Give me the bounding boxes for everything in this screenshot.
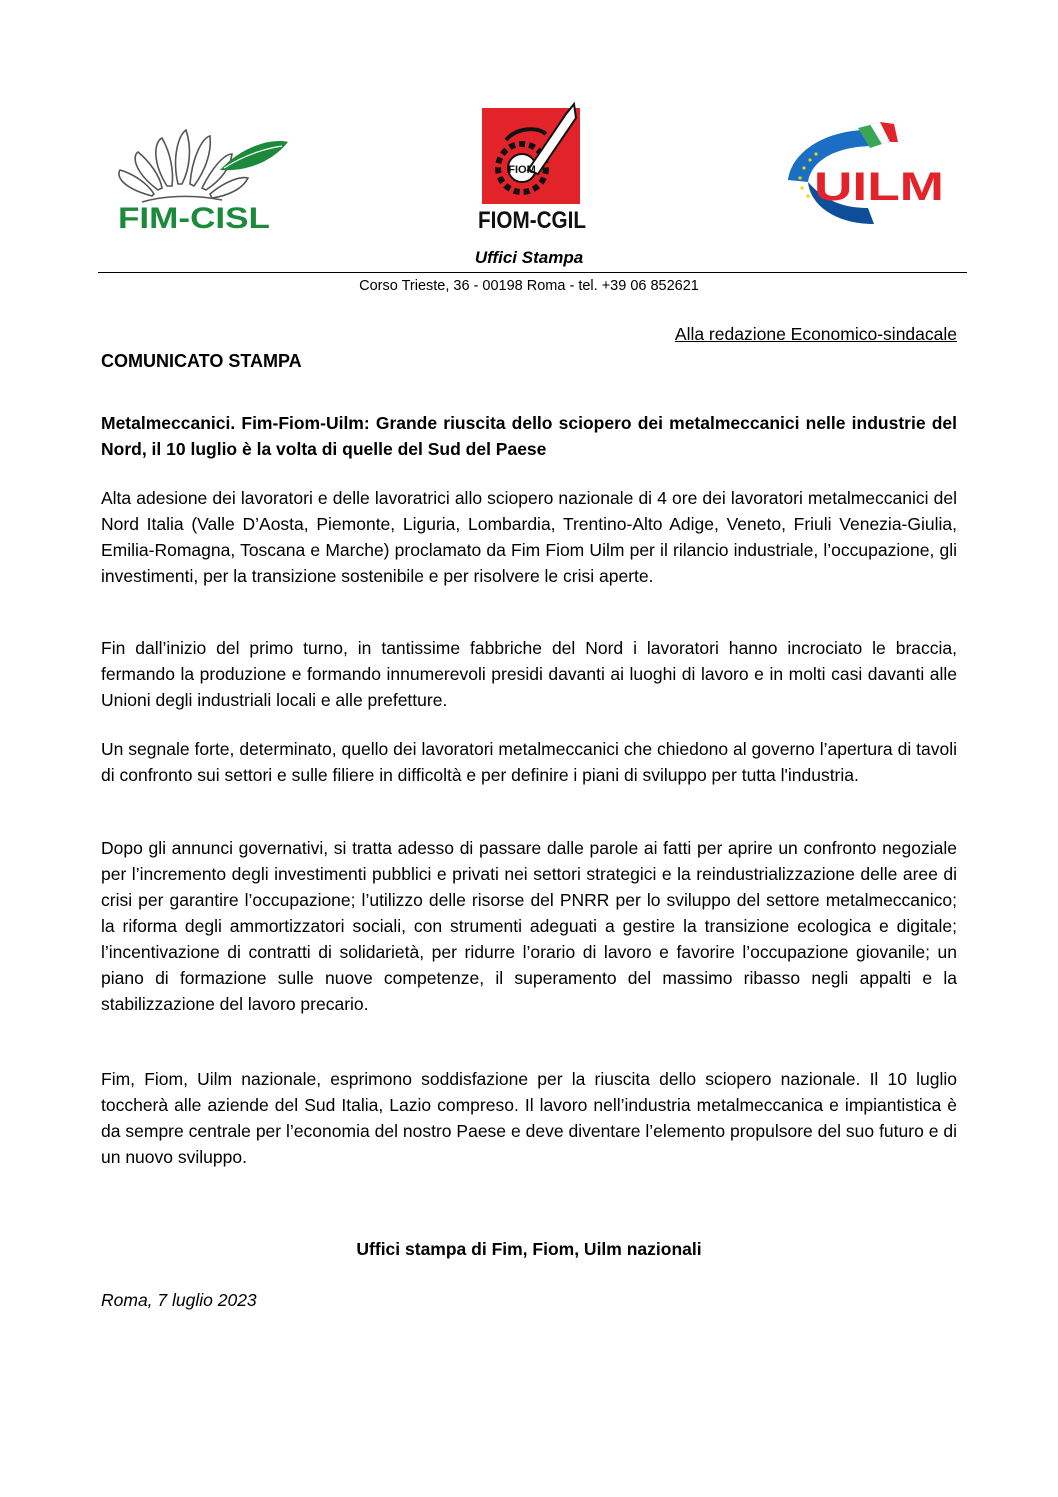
fiom-cgil-logo-text: FIOM-CGIL — [478, 207, 586, 234]
header-divider — [98, 272, 967, 273]
fim-cisl-logo — [112, 118, 290, 234]
recipient-line: Alla redazione Economico-sindacale — [674, 324, 957, 344]
fim-cisl-logo-text: FIM-CISL — [118, 202, 270, 235]
paragraph: Fin dall’inizio del primo turno, in tantissime fabbriche del Nord i lavoratori hanno incrociato le braccia, fermando la produzione e formando innumerevoli presidi davanti ai luoghi di lavoro e in molti casi davanti alle Unioni degli industriali locali e alle prefetture. — [101, 638, 957, 710]
uilm-logo-text: UILM — [814, 165, 944, 209]
paragraph: Alta adesione dei lavoratori e delle lavoratrici allo sciopero nazionale di 4 ore dei lavoratori metalmeccanici del Nord Italia (Valle D’Aosta, Piemonte, Liguria, Lombardia, Trentino-Alto Adige, Veneto, Friuli Venezia-Giulia, Emilia-Romagna, Toscana e Marche) proclamato da Fim Fiom Uilm per il rilancio industriale, l’occupazione, gli investimenti, per la transizione sostenibile e per risolvere le crisi aperte. — [101, 488, 957, 586]
fiom-emblem-text: FIOM — [508, 164, 536, 176]
document-type: COMUNICATO STAMPA — [101, 351, 302, 371]
dateline: Roma, 7 luglio 2023 — [101, 1290, 257, 1310]
paragraph: Dopo gli annunci governativi, si tratta adesso di passare dalle parole ai fatti per aprire un confronto negoziale per l’incremento degli investimenti pubblici e privati nei settori strategici e la reindustrializzazione delle aree di crisi per garantire l’occupazione; l’utilizzo delle risorse del PNRR per lo sviluppo del settore metalmeccanico; la riforma degli ammortizzatori sociali, con strumenti adeguati a gestire la transizione ecologica e digitale; l’incentivazione di contratti di solidarietà, per ridurre l’orario di lavoro e favorire l’occupazione giovanile; un piano di formazione sulle nuove competenze, il superamento del massimo ribasso negli appalti e la stabilizzazione del lavoro precario. — [101, 838, 957, 1014]
uilm-logo — [778, 120, 948, 232]
paragraph: Fim, Fiom, Uilm nazionale, esprimono soddisfazione per la riuscita dello sciopero nazionale. Il 10 luglio toccherà alle aziende del Sud Italia, Lazio compreso. Il lavoro nell’industria metalmeccanica e impiantistica è da sempre centrale per l’economia del nostro Paese e deve diventare l’elemento propulsore del suo futuro e di un nuovo sviluppo. — [101, 1069, 957, 1167]
press-office-title: Uffici Stampa — [474, 248, 584, 267]
signature: Uffici stampa di Fim, Fiom, Uilm nazionali — [356, 1239, 702, 1259]
paragraph: Un segnale forte, determinato, quello dei lavoratori metalmeccanici che chiedono al governo l’apertura di tavoli di confronto sui settori e sulle filiere in difficoltà e per definire i piani di sviluppo per tutta l'industria. — [101, 739, 957, 785]
press-office-address: Corso Trieste, 36 - 00198 Roma - tel. +39 06 852621 — [359, 278, 699, 294]
headline: Metalmeccanici. Fim-Fiom-Uilm: Grande riuscita dello sciopero dei metalmeccanici nelle industrie del Nord, il 10 luglio è la volta di quelle del Sud del Paese — [101, 413, 957, 459]
fiom-cgil-logo — [476, 100, 588, 232]
